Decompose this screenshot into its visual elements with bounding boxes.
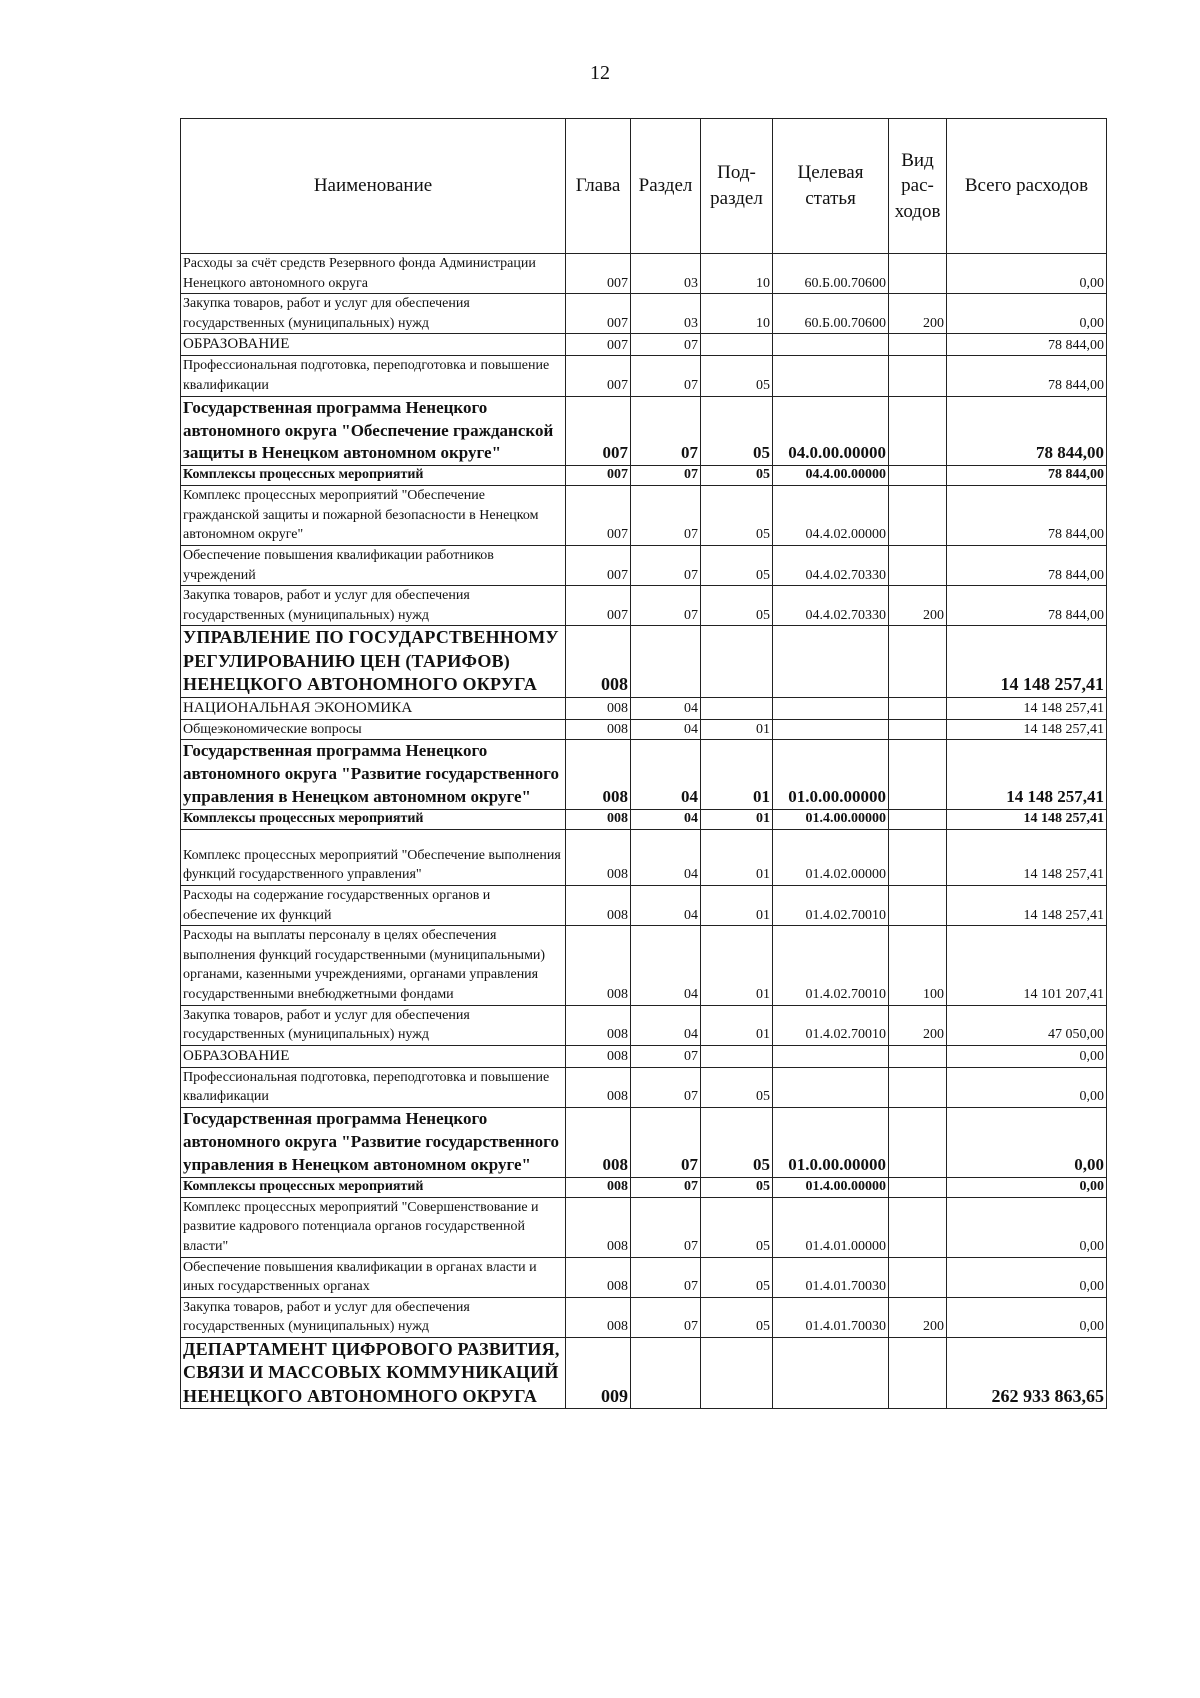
razdel-cell: 07 (631, 586, 701, 626)
razdel-cell: 07 (631, 1197, 701, 1257)
celevaya-statya-cell: 01.4.02.70010 (773, 886, 889, 926)
podrazdel-cell: 05 (701, 396, 773, 466)
razdel-cell: 07 (631, 466, 701, 486)
table-row (181, 586, 1107, 626)
podrazdel-cell: 05 (701, 1108, 773, 1178)
name-cell: Профессиональная подготовка, переподготовка и повышение квалификации (181, 356, 566, 396)
total-cell: 0,00 (947, 1197, 1107, 1257)
vid-rashodov-cell (889, 1045, 947, 1067)
table-header (181, 119, 1107, 254)
podrazdel-cell (701, 626, 773, 697)
razdel-cell: 04 (631, 926, 701, 1005)
total-cell: 78 844,00 (947, 546, 1107, 586)
table-row (181, 719, 1107, 740)
razdel-cell: 07 (631, 356, 701, 396)
total-cell: 47 050,00 (947, 1005, 1107, 1045)
total-cell: 14 148 257,41 (947, 886, 1107, 926)
celevaya-statya-cell: 01.4.01.70030 (773, 1297, 889, 1337)
razdel-cell: 07 (631, 1045, 701, 1067)
name-cell: Государственная программа Ненецкого автономного округа "Развитие государственного управления в Ненецком автономном округе" (181, 740, 566, 810)
total-cell: 78 844,00 (947, 396, 1107, 466)
celevaya-statya-cell (773, 334, 889, 356)
podrazdel-cell: 01 (701, 926, 773, 1005)
podrazdel-cell (701, 1045, 773, 1067)
glava-cell: 008 (566, 829, 631, 885)
page-number: 12 (590, 62, 610, 84)
table-row (181, 926, 1107, 1005)
celevaya-statya-cell (773, 626, 889, 697)
name-cell: Комплексы процессных мероприятий (181, 1177, 566, 1197)
glava-cell: 008 (566, 719, 631, 740)
vid-rashodov-cell (889, 740, 947, 810)
name-cell: Закупка товаров, работ и услуг для обеспечения государственных (муниципальных) нужд (181, 586, 566, 626)
glava-cell: 008 (566, 697, 631, 719)
vid-rashodov-cell (889, 626, 947, 697)
celevaya-statya-cell: 01.4.00.00000 (773, 1177, 889, 1197)
total-cell: 14 148 257,41 (947, 810, 1107, 830)
table-row (181, 254, 1107, 294)
total-cell: 262 933 863,65 (947, 1337, 1107, 1408)
total-cell: 0,00 (947, 1067, 1107, 1107)
razdel-cell: 04 (631, 886, 701, 926)
vid-rashodov-cell (889, 1177, 947, 1197)
vid-rashodov-cell (889, 486, 947, 546)
vid-rashodov-cell (889, 546, 947, 586)
podrazdel-cell: 10 (701, 294, 773, 334)
table-row (181, 1177, 1107, 1197)
total-cell: 14 148 257,41 (947, 829, 1107, 885)
vid-rashodov-cell (889, 810, 947, 830)
podrazdel-cell: 01 (701, 829, 773, 885)
celevaya-statya-cell: 04.4.02.00000 (773, 486, 889, 546)
glava-cell: 008 (566, 1257, 631, 1297)
glava-cell: 007 (566, 486, 631, 546)
podrazdel-cell (701, 697, 773, 719)
celevaya-statya-cell: 01.4.01.00000 (773, 1197, 889, 1257)
glava-cell: 007 (566, 356, 631, 396)
total-cell: 78 844,00 (947, 466, 1107, 486)
podrazdel-cell (701, 1337, 773, 1408)
vid-rashodov-cell (889, 1108, 947, 1178)
name-cell: Закупка товаров, работ и услуг для обеспечения государственных (муниципальных) нужд (181, 294, 566, 334)
name-cell: ДЕПАРТАМЕНТ ЦИФРОВОГО РАЗВИТИЯ, СВЯЗИ И МАССОВЫХ КОММУНИКАЦИЙ НЕНЕЦКОГО АВТОНОМНОГО ОКРУГА (181, 1337, 566, 1408)
razdel-cell: 07 (631, 1257, 701, 1297)
table-row (181, 1257, 1107, 1297)
glava-cell: 007 (566, 586, 631, 626)
celevaya-statya-cell (773, 1045, 889, 1067)
vid-rashodov-cell (889, 1257, 947, 1297)
razdel-cell: 04 (631, 719, 701, 740)
name-cell: Расходы на содержание государственных органов и обеспечение их функций (181, 886, 566, 926)
glava-cell: 007 (566, 254, 631, 294)
table-row (181, 740, 1107, 810)
vid-rashodov-cell (889, 1337, 947, 1408)
razdel-cell: 04 (631, 829, 701, 885)
table-row (181, 1197, 1107, 1257)
table-row (181, 886, 1107, 926)
celevaya-statya-cell: 60.Б.00.70600 (773, 254, 889, 294)
name-cell: Государственная программа Ненецкого автономного округа "Развитие государственного управления в Ненецком автономном округе" (181, 1108, 566, 1178)
celevaya-statya-cell: 01.0.00.00000 (773, 740, 889, 810)
glava-cell: 007 (566, 546, 631, 586)
celevaya-statya-cell (773, 356, 889, 396)
celevaya-statya-cell: 01.4.02.70010 (773, 1005, 889, 1045)
razdel-cell: 04 (631, 697, 701, 719)
vid-rashodov-cell (889, 1197, 947, 1257)
name-cell: Комплекс процессных мероприятий "Совершенствование и развитие кадрового потенциала органов государственной власти" (181, 1197, 566, 1257)
glava-cell: 008 (566, 1108, 631, 1178)
podrazdel-cell: 05 (701, 586, 773, 626)
celevaya-statya-cell: 04.4.02.70330 (773, 546, 889, 586)
podrazdel-cell: 05 (701, 1067, 773, 1107)
razdel-cell: 03 (631, 294, 701, 334)
table-row (181, 294, 1107, 334)
razdel-cell: 07 (631, 334, 701, 356)
glava-cell: 007 (566, 294, 631, 334)
vid-rashodov-cell (889, 254, 947, 294)
celevaya-statya-cell (773, 1337, 889, 1408)
name-cell: УПРАВЛЕНИЕ ПО ГОСУДАРСТВЕННОМУ РЕГУЛИРОВАНИЮ ЦЕН (ТАРИФОВ) НЕНЕЦКОГО АВТОНОМНОГО ОКРУГА (181, 626, 566, 697)
total-cell: 14 148 257,41 (947, 740, 1107, 810)
razdel-cell: 07 (631, 1177, 701, 1197)
razdel-cell: 04 (631, 810, 701, 830)
total-cell: 0,00 (947, 1257, 1107, 1297)
total-cell: 78 844,00 (947, 356, 1107, 396)
header-razdel: Раздел (631, 119, 701, 254)
name-cell: Закупка товаров, работ и услуг для обеспечения государственных (муниципальных) нужд (181, 1297, 566, 1337)
razdel-cell: 07 (631, 396, 701, 466)
razdel-cell: 07 (631, 1067, 701, 1107)
podrazdel-cell: 01 (701, 719, 773, 740)
table-row (181, 356, 1107, 396)
glava-cell: 008 (566, 886, 631, 926)
name-cell: Обеспечение повышения квалификации в органах власти и иных государственных органах (181, 1257, 566, 1297)
celevaya-statya-cell (773, 719, 889, 740)
podrazdel-cell: 01 (701, 810, 773, 830)
total-cell: 78 844,00 (947, 334, 1107, 356)
table-row (181, 466, 1107, 486)
total-cell: 0,00 (947, 1045, 1107, 1067)
table-row (181, 1067, 1107, 1107)
table-row (181, 829, 1107, 885)
header-glava: Глава (566, 119, 631, 254)
podrazdel-cell: 05 (701, 486, 773, 546)
vid-rashodov-cell (889, 697, 947, 719)
table-row (181, 810, 1107, 830)
glava-cell: 008 (566, 1177, 631, 1197)
podrazdel-cell: 05 (701, 1297, 773, 1337)
glava-cell: 008 (566, 1045, 631, 1067)
table-row (181, 396, 1107, 466)
glava-cell: 008 (566, 626, 631, 697)
razdel-cell (631, 1337, 701, 1408)
celevaya-statya-cell: 01.4.01.70030 (773, 1257, 889, 1297)
podrazdel-cell: 05 (701, 1177, 773, 1197)
glava-cell: 008 (566, 810, 631, 830)
total-cell: 0,00 (947, 1177, 1107, 1197)
name-cell: Закупка товаров, работ и услуг для обеспечения государственных (муниципальных) нужд (181, 1005, 566, 1045)
podrazdel-cell: 01 (701, 740, 773, 810)
total-cell: 0,00 (947, 254, 1107, 294)
celevaya-statya-cell (773, 1067, 889, 1107)
podrazdel-cell: 01 (701, 886, 773, 926)
podrazdel-cell: 01 (701, 1005, 773, 1045)
total-cell: 78 844,00 (947, 586, 1107, 626)
table-row (181, 1045, 1107, 1067)
budget-table (180, 118, 1107, 1409)
vid-rashodov-cell (889, 886, 947, 926)
name-cell: Общеэкономические вопросы (181, 719, 566, 740)
name-cell: Расходы за счёт средств Резервного фонда Администрации Ненецкого автономного округа (181, 254, 566, 294)
glava-cell: 007 (566, 466, 631, 486)
table-row (181, 1108, 1107, 1178)
glava-cell: 008 (566, 1297, 631, 1337)
name-cell: Обеспечение повышения квалификации работников учреждений (181, 546, 566, 586)
vid-rashodov-cell (889, 1067, 947, 1107)
total-cell: 0,00 (947, 1108, 1107, 1178)
glava-cell: 008 (566, 740, 631, 810)
name-cell: Комплексы процессных мероприятий (181, 466, 566, 486)
celevaya-statya-cell: 04.4.00.00000 (773, 466, 889, 486)
razdel-cell: 07 (631, 1108, 701, 1178)
glava-cell: 008 (566, 1197, 631, 1257)
razdel-cell: 07 (631, 486, 701, 546)
celevaya-statya-cell: 04.0.00.00000 (773, 396, 889, 466)
table-row (181, 697, 1107, 719)
table-row (181, 626, 1107, 697)
vid-rashodov-cell (889, 719, 947, 740)
podrazdel-cell: 05 (701, 466, 773, 486)
podrazdel-cell: 05 (701, 1257, 773, 1297)
celevaya-statya-cell: 01.4.02.70010 (773, 926, 889, 1005)
table-row (181, 546, 1107, 586)
vid-rashodov-cell: 200 (889, 294, 947, 334)
glava-cell: 008 (566, 1067, 631, 1107)
total-cell: 14 148 257,41 (947, 697, 1107, 719)
table-row (181, 1297, 1107, 1337)
celevaya-statya-cell: 01.0.00.00000 (773, 1108, 889, 1178)
vid-rashodov-cell (889, 396, 947, 466)
table-row (181, 334, 1107, 356)
name-cell: Комплекс процессных мероприятий "Обеспечение выполнения функций государственного управления" (181, 829, 566, 885)
header-name: Наименование (181, 119, 566, 254)
vid-rashodov-cell: 200 (889, 586, 947, 626)
vid-rashodov-cell (889, 334, 947, 356)
celevaya-statya-cell (773, 697, 889, 719)
table-row (181, 1005, 1107, 1045)
total-cell: 0,00 (947, 1297, 1107, 1337)
name-cell: Комплекс процессных мероприятий "Обеспечение гражданской защиты и пожарной безопасности в Ненецком автономном округе" (181, 486, 566, 546)
celevaya-statya-cell: 04.4.02.70330 (773, 586, 889, 626)
podrazdel-cell: 05 (701, 1197, 773, 1257)
total-cell: 78 844,00 (947, 486, 1107, 546)
vid-rashodov-cell: 200 (889, 1005, 947, 1045)
name-cell: Профессиональная подготовка, переподготовка и повышение квалификации (181, 1067, 566, 1107)
header-vid-rashodov: Вид рас- ходов (889, 119, 947, 254)
glava-cell: 008 (566, 926, 631, 1005)
razdel-cell: 07 (631, 1297, 701, 1337)
glava-cell: 008 (566, 1005, 631, 1045)
name-cell: ОБРАЗОВАНИЕ (181, 1045, 566, 1067)
celevaya-statya-cell: 01.4.00.00000 (773, 810, 889, 830)
table-body (181, 254, 1107, 1409)
vid-rashodov-cell (889, 829, 947, 885)
name-cell: Расходы на выплаты персоналу в целях обеспечения выполнения функций государственными (муниципальными) органами, казенными учреждениями, органами управления государственными внебюджетными фондами (181, 926, 566, 1005)
celevaya-statya-cell: 01.4.02.00000 (773, 829, 889, 885)
name-cell: НАЦИОНАЛЬНАЯ ЭКОНОМИКА (181, 697, 566, 719)
name-cell: Государственная программа Ненецкого автономного округа "Обеспечение гражданской защиты в Ненецком автономном округе" (181, 396, 566, 466)
vid-rashodov-cell: 100 (889, 926, 947, 1005)
razdel-cell: 03 (631, 254, 701, 294)
glava-cell: 007 (566, 396, 631, 466)
total-cell: 14 101 207,41 (947, 926, 1107, 1005)
glava-cell: 007 (566, 334, 631, 356)
name-cell: ОБРАЗОВАНИЕ (181, 334, 566, 356)
razdel-cell: 04 (631, 740, 701, 810)
podrazdel-cell (701, 334, 773, 356)
name-cell: Комплексы процессных мероприятий (181, 810, 566, 830)
header-podrazdel: Под- раздел (701, 119, 773, 254)
table-row (181, 1337, 1107, 1408)
vid-rashodov-cell (889, 356, 947, 396)
podrazdel-cell: 10 (701, 254, 773, 294)
razdel-cell: 07 (631, 546, 701, 586)
razdel-cell: 04 (631, 1005, 701, 1045)
glava-cell: 009 (566, 1337, 631, 1408)
header-total: Всего расходов (947, 119, 1107, 254)
total-cell: 14 148 257,41 (947, 626, 1107, 697)
vid-rashodov-cell: 200 (889, 1297, 947, 1337)
table-row (181, 486, 1107, 546)
total-cell: 14 148 257,41 (947, 719, 1107, 740)
vid-rashodov-cell (889, 466, 947, 486)
podrazdel-cell: 05 (701, 546, 773, 586)
razdel-cell (631, 626, 701, 697)
total-cell: 0,00 (947, 294, 1107, 334)
header-celevaya-statya: Целевая статья (773, 119, 889, 254)
celevaya-statya-cell: 60.Б.00.70600 (773, 294, 889, 334)
podrazdel-cell: 05 (701, 356, 773, 396)
